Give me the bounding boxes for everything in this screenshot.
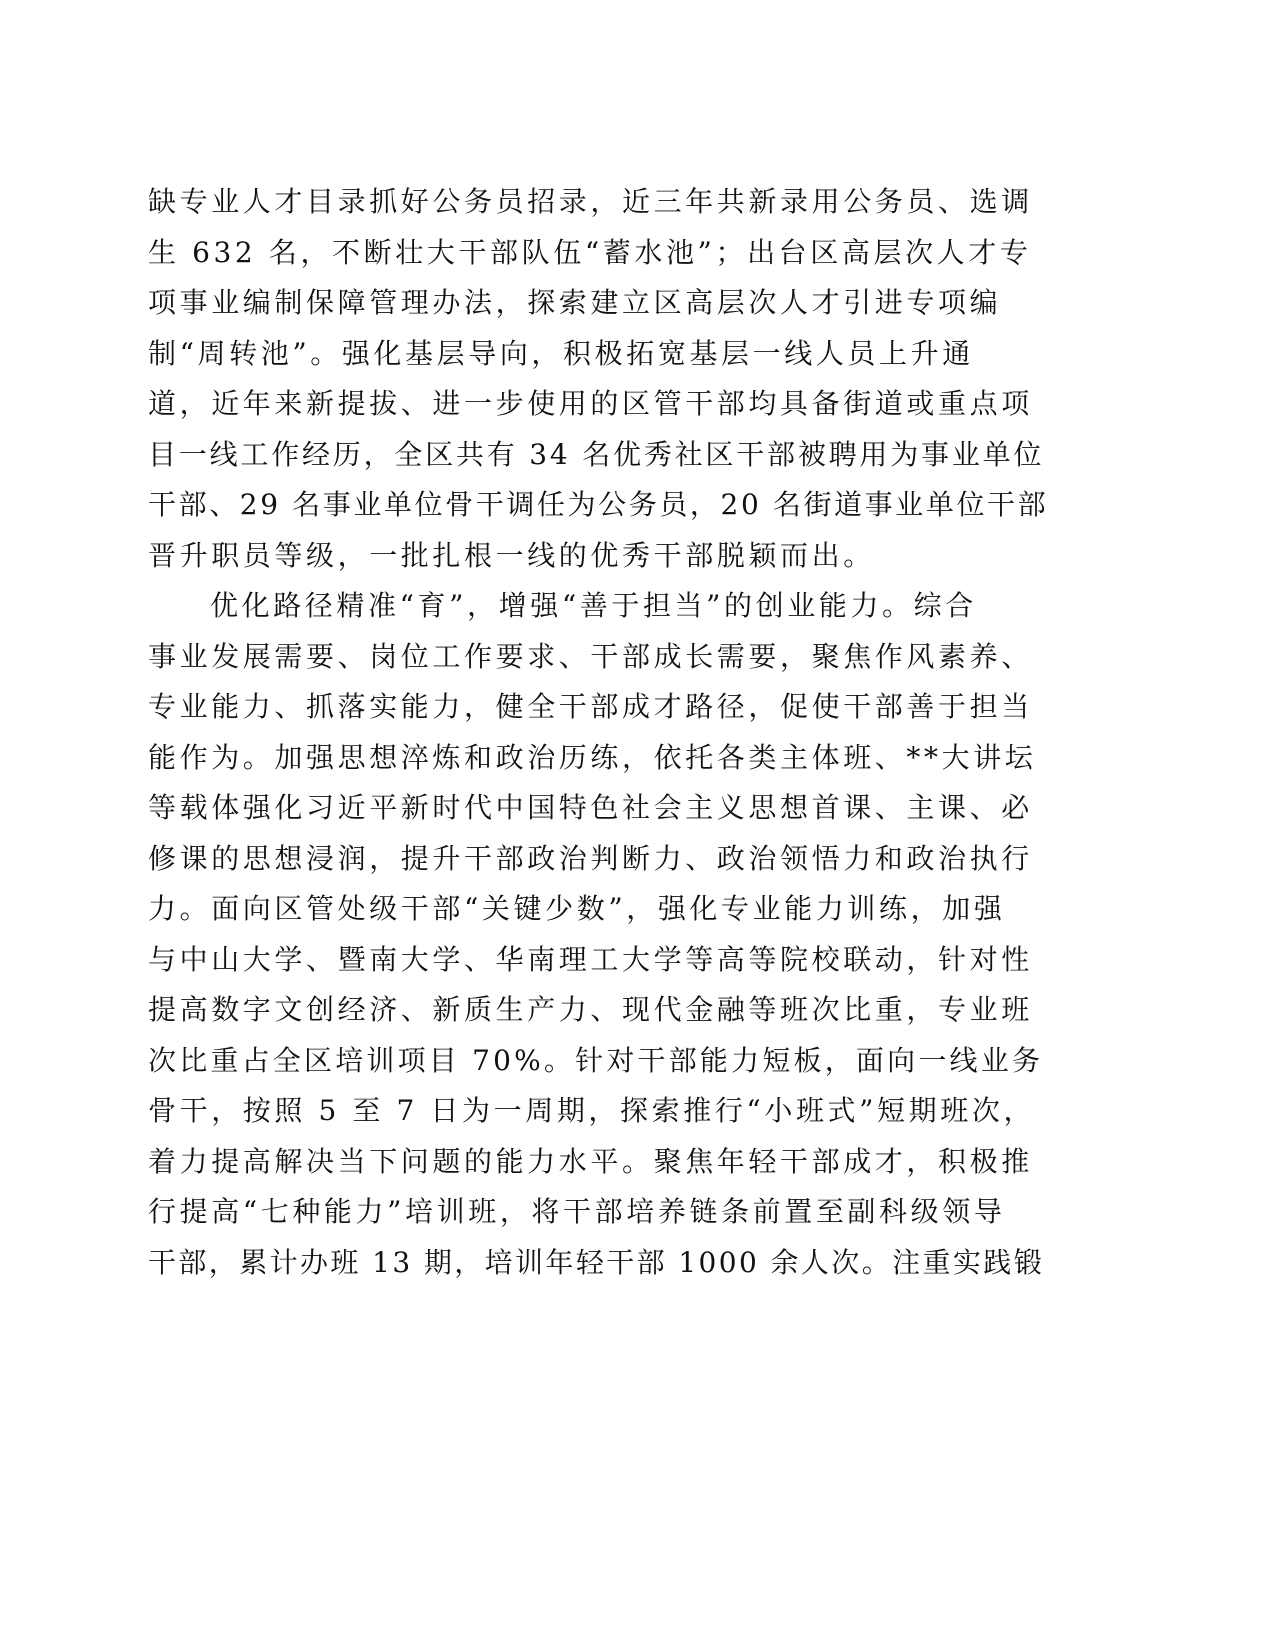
paragraph-line: 等载体强化习近平新时代中国特色社会主义思想首课、主课、必 — [148, 791, 1033, 824]
paragraph-line: 干部、29 名事业单位骨干调任为公务员，20 名街道事业单位干部 — [148, 488, 1049, 521]
paragraph-line: 行提高“七种能力”培训班，将干部培养链条前置至副科级领导 — [148, 1195, 1006, 1228]
document-body — [148, 177, 1048, 1288]
paragraph-line: 生 632 名，不断壮大干部队伍“蓄水池”；出台区高层次人才专 — [148, 235, 1032, 269]
paragraph-2 — [148, 581, 1048, 1288]
paragraph-line: 优化路径精准“育”，增强“善于担当”的创业能力。综合 — [210, 589, 977, 622]
paragraph-line: 专业能力、抓落实能力，健全干部成才路径，促使干部善于担当 — [148, 690, 1033, 723]
paragraph-line: 提高数字文创经济、新质生产力、现代金融等班次比重，专业班 — [148, 993, 1033, 1026]
paragraph-line: 制“周转池”。强化基层导向，积极拓宽基层一线人员上升通 — [148, 336, 974, 370]
paragraph-line: 次比重占全区培训项目 70%。针对干部能力短板，面向一线业务 — [148, 1043, 1044, 1077]
paragraph-line: 项事业编制保障管理办法，探索建立区高层次人才引进专项编 — [148, 286, 1002, 319]
paragraph-1 — [148, 177, 1048, 581]
paragraph-line: 道，近年来新提拔、进一步使用的区管干部均具备街道或重点项 — [148, 387, 1033, 420]
paragraph-line: 能作为。加强思想淬炼和政治历练，依托各类主体班、**大讲坛 — [148, 740, 1037, 774]
paragraph-line: 力。面向区管处级干部“关键少数”，强化专业能力训练，加强 — [148, 892, 1006, 925]
paragraph-line: 晋升职员等级，一批扎根一线的优秀干部脱颖而出。 — [148, 538, 875, 572]
paragraph-line: 骨干，按照 5 至 7 日为一周期，探索推行“小班式”短期班次， — [148, 1094, 1036, 1127]
paragraph-line: 与中山大学、暨南大学、华南理工大学等高等院校联动，针对性 — [148, 942, 1033, 976]
paragraph-line: 干部，累计办班 13 期，培训年轻干部 1000 余人次。注重实践锻 — [148, 1245, 1045, 1279]
paragraph-line: 缺专业人才目录抓好公务员招录，近三年共新录用公务员、选调 — [148, 185, 1033, 218]
paragraph-line: 着力提高解决当下问题的能力水平。聚焦年轻干部成才，积极推 — [148, 1144, 1033, 1178]
paragraph-line: 事业发展需要、岗位工作要求、干部成长需要，聚焦作风素养、 — [148, 639, 1033, 673]
paragraph-line: 目一线工作经历，全区共有 34 名优秀社区干部被聘用为事业单位 — [148, 437, 1045, 471]
paragraph-line: 修课的思想浸润，提升干部政治判断力、政治领悟力和政治执行 — [148, 841, 1033, 875]
